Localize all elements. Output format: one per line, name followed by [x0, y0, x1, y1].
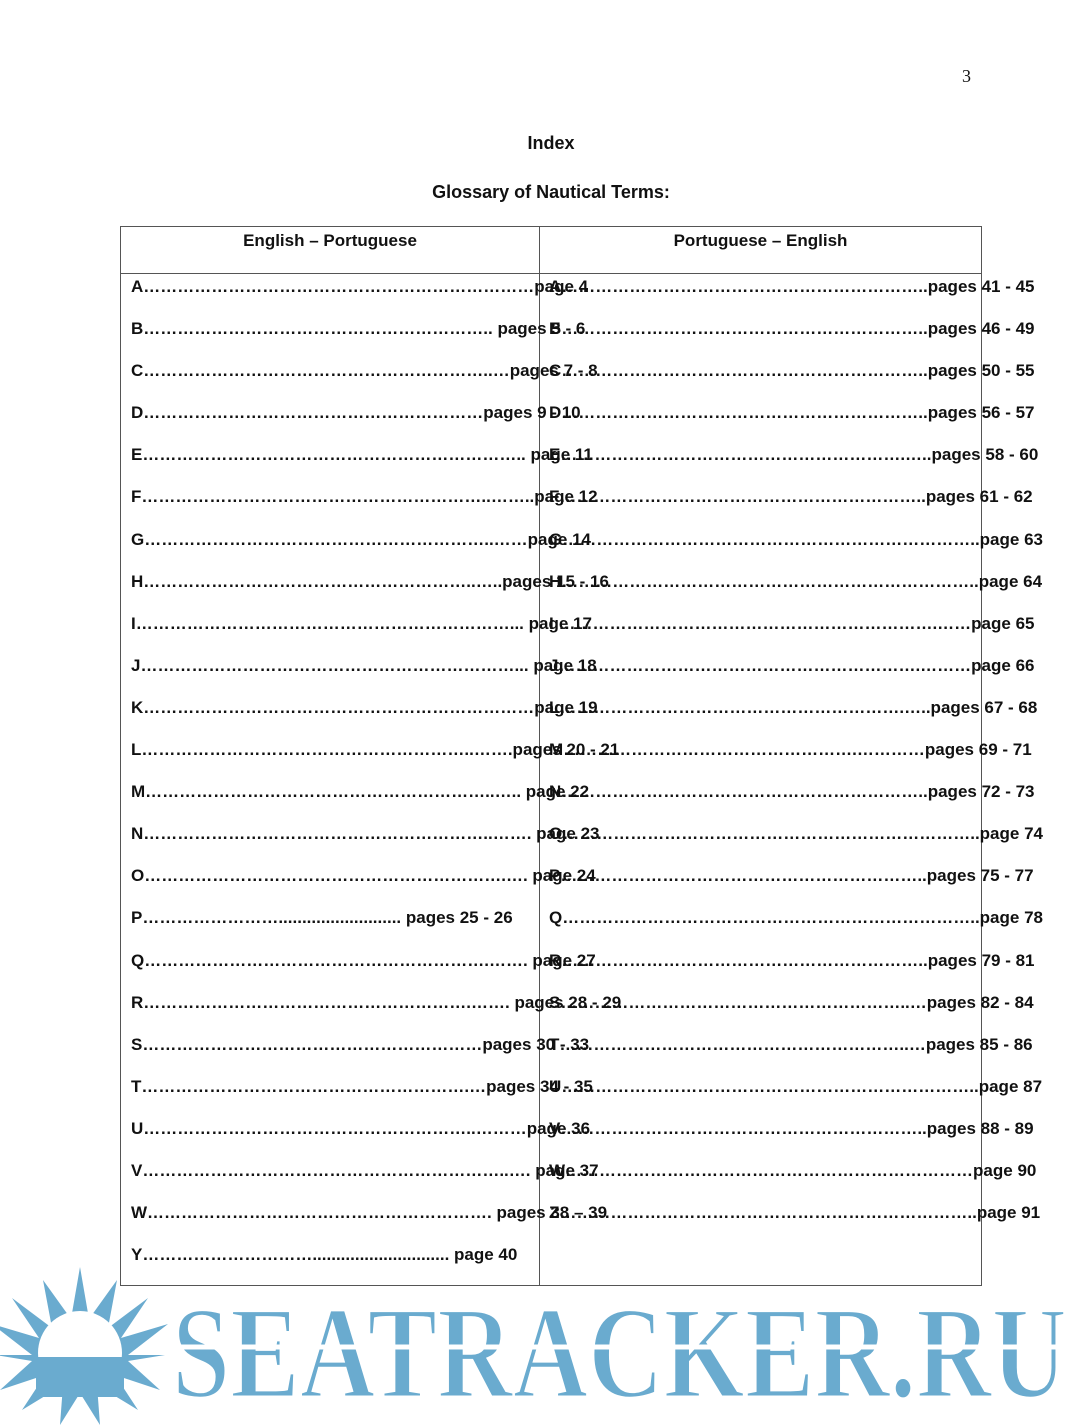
index-entry-i: I…………………………………………………………... page 17: [131, 613, 592, 633]
index-entry-c: C……………………………………………………..…pages 7 - 8: [131, 361, 598, 381]
index-entry-p: P………………………………………………………..pages 75 - 77: [549, 866, 1034, 886]
index-entry-a: A………………………………………………………..pages 41 - 45: [549, 277, 1035, 296]
index-entry-h: H………………………………………………………………..page 64: [549, 571, 1043, 591]
index-entry-l: L…………………………………………………….…..pages 67 - 68: [549, 697, 1038, 717]
index-entry-f: F………………………………………………………..pages 61 - 62: [549, 487, 1033, 507]
index-entry-t: T……………………………………………………..…pages 85 - 86: [549, 1034, 1033, 1054]
index-entry-w: W……………………………………………………. pages 38 – 39: [131, 1203, 608, 1223]
watermark-text: SEATRACKER.RU: [172, 1279, 1067, 1425]
left-column-header: English – Portuguese: [243, 231, 417, 250]
index-entry-n: N……………………………………………………..……. page 23: [131, 824, 600, 844]
index-entry-n: N………………………………………………………..pages 72 - 73: [549, 782, 1035, 802]
index-entry-k: K……………………………………………………………page 19: [131, 697, 598, 717]
index-entry-i: I ………………………………………………………….……page 65: [549, 613, 1035, 633]
seatracker-watermark: [0, 1265, 1080, 1425]
index-entry-v: V………………………………………………………..pages 88 - 89: [549, 1118, 1034, 1138]
index-entry-g: G………………………………………………………………..page 63: [549, 529, 1043, 549]
index-entry-s: S……………………………………………………..…pages 82 - 84: [549, 992, 1034, 1012]
page-number: 3: [962, 66, 971, 86]
index-entry-r: R………………………………………………………..pages 79 - 81: [549, 950, 1035, 970]
index-entry-d: D………………………………………………………..pages 56 - 57: [549, 403, 1035, 423]
index-entry-r: R………………………………………………….……. pages 28 - 29: [131, 992, 622, 1012]
index-entry-q: Q…………………………………………………….……. page 27: [131, 950, 596, 970]
index-entry-b: B………………………………………………………..pages 46 - 49: [549, 319, 1035, 339]
index-entry-o: O……………………………………………………….…. page 24: [131, 866, 596, 886]
sun-burst-icon: [0, 1267, 168, 1425]
index-entry-j: J……………………………………………………….………page 66: [549, 655, 1035, 675]
index-entry-l: L…………………………………………………..…….pages 20 - 21: [131, 740, 620, 760]
index-entry-h: H…………………………………………………..…..pages 15 - 16: [131, 571, 609, 591]
portuguese-english-list: [549, 277, 1043, 1245]
index-entry-a: A……………………………………………………………page 4: [131, 277, 589, 296]
index-entry-c: C………………………………………………………..pages 50 - 55: [549, 361, 1035, 381]
index-title: Index: [527, 133, 575, 153]
index-entry-g: G……………………………………………………..……page 14: [131, 529, 591, 549]
index-entry-u: U………………………………………………………………..page 87: [549, 1076, 1043, 1096]
index-entry-t: T………………………………………………….…pages 34 - 35: [131, 1076, 593, 1096]
index-table: [120, 226, 1043, 1286]
index-entry-f: F……………………………………………………..……..page 12: [131, 487, 598, 507]
index-entry-b: B…………………………………………………….. pages 5 - 6: [131, 319, 586, 339]
index-entry-p: P…………………….......................... pages 25 - 26: [131, 908, 513, 928]
index-entry-s: S……………………………………………………pages 30 - 33: [131, 1034, 590, 1054]
index-entry-d: D……………………………………………………pages 9 - 10: [131, 403, 581, 423]
index-entry-z: Z………………………………………………………………..page 91: [549, 1203, 1041, 1223]
right-column-header: Portuguese – English: [673, 231, 848, 250]
index-entry-v: V………………………………………………………..…. page 37: [131, 1160, 599, 1180]
index-entry-u: U…………………………………………………..………page 36: [131, 1118, 591, 1138]
header-divider: [121, 273, 981, 274]
index-entry-o: O………………………………………………………………..page 74: [549, 824, 1043, 844]
index-entry-m: M……………………………………………………..….. page 22: [131, 782, 590, 802]
glossary-title: Glossary of Nautical Terms:: [432, 182, 670, 202]
english-portuguese-list: [131, 277, 621, 1287]
index-entry-j: J…………………………………………………………... page 18: [131, 655, 597, 675]
index-entry-w: W………………………………………………………………page 90: [549, 1160, 1037, 1180]
index-entry-q: Q………………………………………………………………..page 78: [549, 908, 1043, 928]
index-entry-e: E…………………………………………………….…..pages 58 - 60: [549, 445, 1039, 465]
index-entry-y: Y…………………………............................. page 40: [131, 1245, 518, 1265]
index-entry-e: E………………………………………………………….. page 11: [131, 445, 593, 465]
index-entry-m: M…………………………………………….…………pages 69 - 71: [549, 740, 1032, 760]
sun-horizon: [36, 1357, 124, 1397]
